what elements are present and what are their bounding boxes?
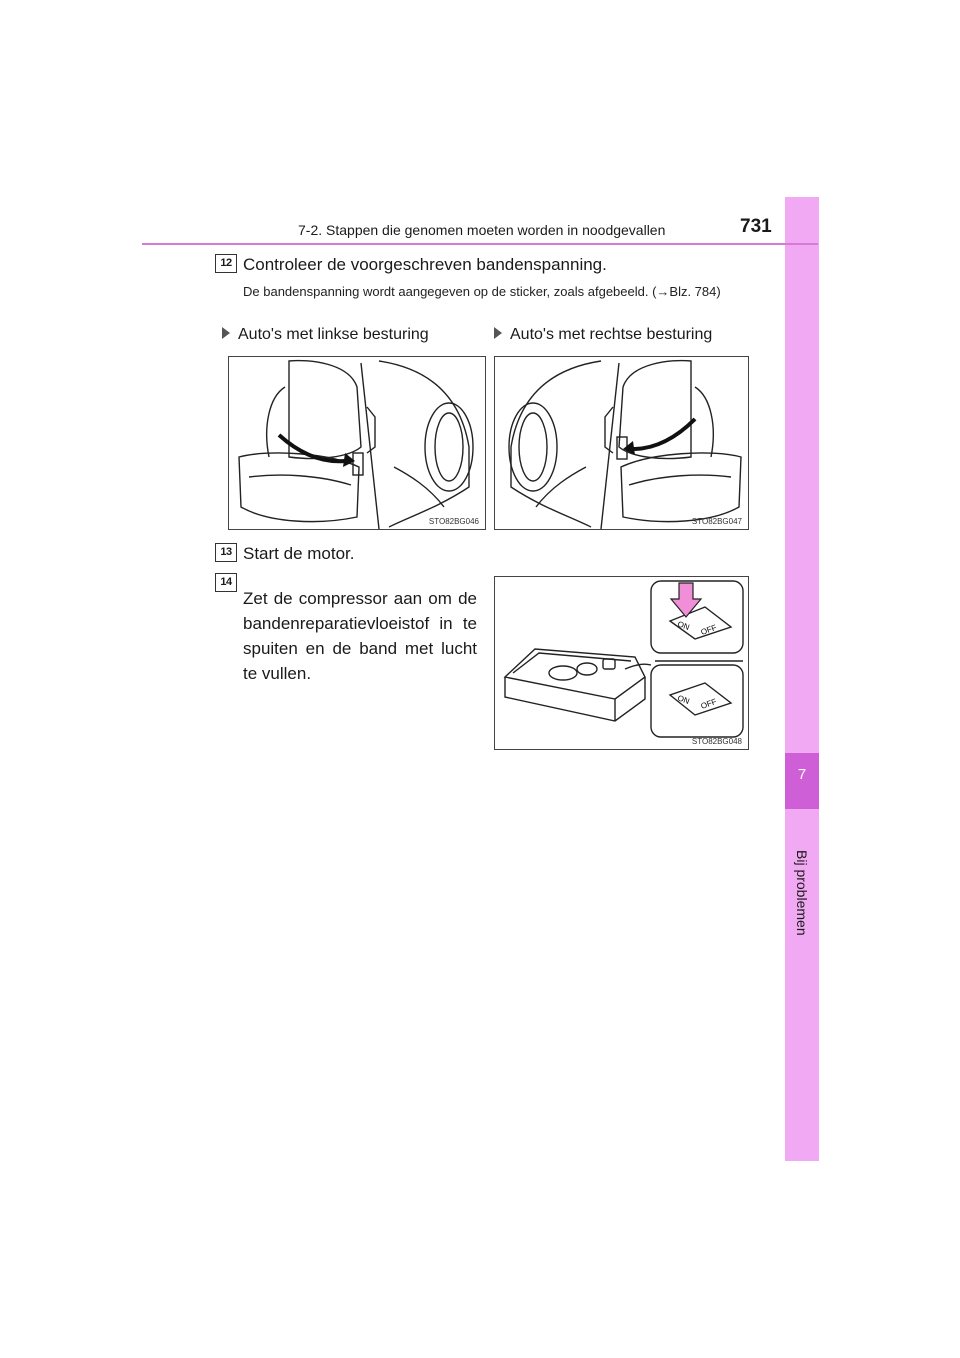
step-13-title: Start de motor. [243, 544, 355, 563]
compressor-switch-illustration-icon [495, 577, 748, 749]
step-badge-14: 14 [215, 573, 237, 592]
page-number: 731 [740, 216, 772, 237]
figure-code: STO82BG048 [691, 737, 742, 746]
chapter-number: 7 [797, 766, 807, 783]
chapter-side-tab [785, 197, 819, 1161]
triangle-bullet-icon [494, 327, 502, 339]
step-12-title: Controleer de voorgeschreven bandenspanning. [243, 255, 607, 274]
step-12-description: De bandenspanning wordt aangegeven op de sticker, zoals afgebeeld. (→Blz. 784) [243, 284, 721, 299]
step-badge-13: 13 [215, 543, 237, 562]
switch-off-label: OFF [699, 622, 718, 637]
figure-code: STO82BG047 [691, 517, 742, 526]
switch-on-label-2: ON [676, 693, 691, 706]
press-arrow-icon [671, 583, 701, 617]
triangle-bullet-icon [222, 327, 230, 339]
step-badge-12: 12 [215, 254, 237, 273]
step-14-title: Zet de compressor aan om de bandenreparatievloeistof in te spuiten en de band met lucht te vullen. [243, 589, 477, 683]
figure-code: STO82BG046 [428, 517, 479, 526]
figure-left-hand-drive [228, 356, 486, 530]
caption-left-hand-drive: Auto's met linkse besturing [222, 326, 429, 344]
switch-on-label: ON [676, 619, 691, 632]
switch-off-label-2: OFF [699, 696, 718, 711]
header-rule [142, 243, 818, 245]
section-header: 7-2. Stappen die genomen moeten worden in noodgevallen [298, 222, 666, 238]
car-door-sticker-illustration-icon [229, 357, 485, 529]
figure-compressor-switch [494, 576, 749, 750]
chapter-title: Bij problemen [794, 850, 810, 936]
caption-right-hand-drive: Auto's met rechtse besturing [494, 326, 712, 344]
figure-right-hand-drive [494, 356, 749, 530]
car-door-sticker-illustration-icon [495, 357, 748, 529]
